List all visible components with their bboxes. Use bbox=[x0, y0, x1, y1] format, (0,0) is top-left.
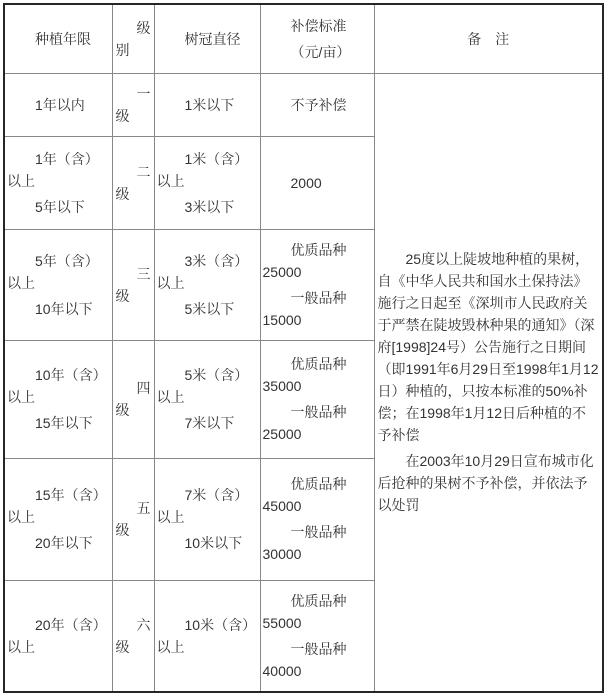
grade-cell bbox=[112, 73, 154, 136]
grade-line-top: 三 bbox=[136, 265, 151, 282]
compensation-cell: 2000 bbox=[260, 136, 374, 229]
grade-line-top: 五 bbox=[136, 500, 151, 516]
diameter-cell: 7米（含） 以上 10米以下 bbox=[154, 458, 260, 580]
grade-line-top: 一 bbox=[136, 85, 151, 102]
grade-line-top: 级 bbox=[136, 19, 151, 36]
header-compensation-standard: 补偿标准 （元/亩） bbox=[260, 4, 374, 73]
grade-line-top: 二 bbox=[136, 163, 151, 180]
grade-cell bbox=[112, 458, 154, 580]
grade-line-bottom: 别 bbox=[115, 41, 130, 58]
compensation-cell: 优质品种 35000 一般品种 25000 bbox=[260, 340, 374, 458]
diameter-cell: 1米以下 bbox=[154, 73, 260, 136]
compensation-standard-table bbox=[3, 3, 604, 693]
grade-cell bbox=[112, 136, 154, 229]
grade-line-bottom: 级 bbox=[115, 185, 130, 202]
grade-line-bottom: 级 bbox=[115, 638, 130, 655]
grade-line-top: 六 bbox=[136, 616, 151, 633]
header-remark: 备 注 bbox=[374, 4, 603, 73]
grade-cell bbox=[112, 229, 154, 340]
header-grade bbox=[112, 4, 154, 73]
years-cell: 5年（含） 以上 10年以下 bbox=[4, 229, 112, 340]
diameter-cell: 10米（含） 以上 bbox=[154, 580, 260, 692]
compensation-cell: 不予补偿 bbox=[260, 73, 374, 136]
years-cell: 20年（含） 以上 bbox=[4, 580, 112, 692]
table-row bbox=[4, 73, 603, 136]
years-cell: 1年以内 bbox=[4, 73, 112, 136]
grade-line-bottom: 级 bbox=[115, 287, 130, 304]
header-crown-diameter: 树冠直径 bbox=[154, 4, 260, 73]
diameter-cell: 5米（含） 以上 7米以下 bbox=[154, 340, 260, 458]
grade-line-bottom: 级 bbox=[115, 402, 130, 418]
grade-line-bottom: 级 bbox=[115, 107, 130, 124]
grade-line-top: 四 bbox=[136, 380, 151, 396]
remark-cell: 25度以上陡坡地种植的果树，自《中华人民共和国水土保持法》施行之日起至《深圳市人民政府关于严禁在陡坡毁林种果的通知》（深府[1998]24号）公告施行之日期间（即1991年6月29日至1998年1月12日）种植的，只按本标准的50%补偿；在1998年1月12日后种植的不予补偿 在2003年10月29日宣布城市化后抢种的果树不予补偿，并依法予以处罚 bbox=[374, 73, 603, 692]
header-planting-years: 种植年限 bbox=[4, 4, 112, 73]
compensation-cell: 优质品种 45000 一般品种 30000 bbox=[260, 458, 374, 580]
diameter-cell: 3米（含） 以上 5米以下 bbox=[154, 229, 260, 340]
compensation-cell: 优质品种 25000 一般品种 15000 bbox=[260, 229, 374, 340]
diameter-cell: 1米（含） 以上 3米以下 bbox=[154, 136, 260, 229]
years-cell: 1年（含） 以上 5年以下 bbox=[4, 136, 112, 229]
compensation-cell: 优质品种 55000 一般品种 40000 bbox=[260, 580, 374, 692]
table-body bbox=[4, 4, 603, 692]
grade-cell bbox=[112, 580, 154, 692]
grade-line-bottom: 级 bbox=[115, 522, 130, 538]
years-cell: 10年（含） 以上 15年以下 bbox=[4, 340, 112, 458]
years-cell: 15年（含） 以上 20年以下 bbox=[4, 458, 112, 580]
grade-cell bbox=[112, 340, 154, 458]
